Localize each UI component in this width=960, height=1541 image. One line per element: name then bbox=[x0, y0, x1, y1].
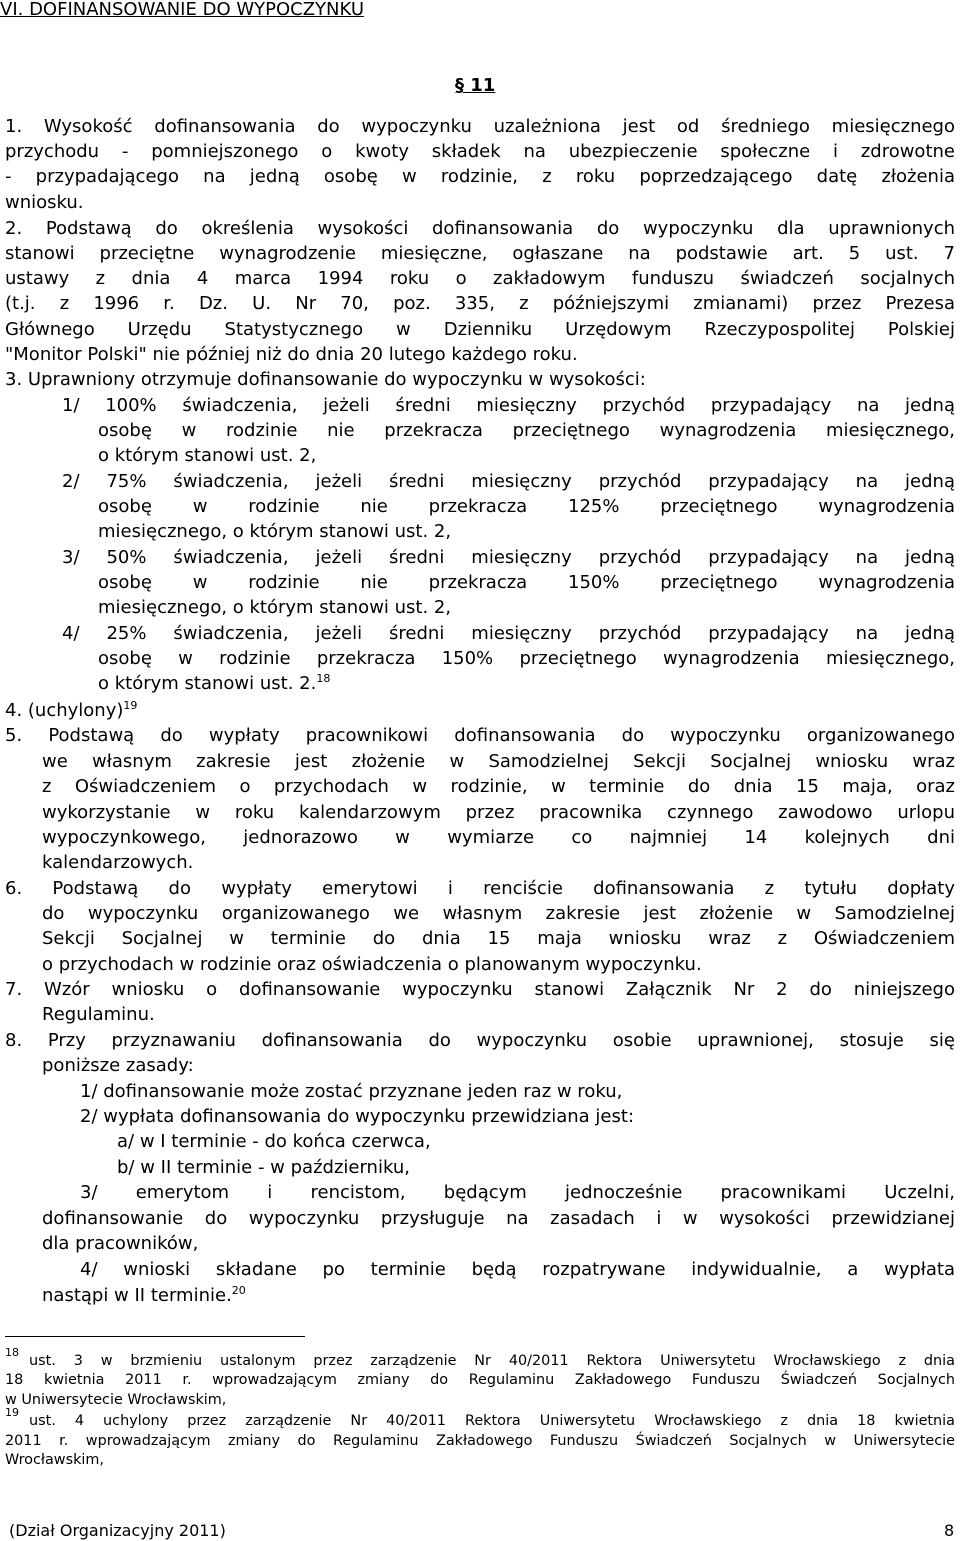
footnote-line: ust. 4 uchylony przez zarządzenie Nr 40/2011 Rektora Uniwersytetu Wrocławskiego z dnia 18 kwietnia bbox=[29, 1413, 955, 1429]
footnote-number-text: 18 bbox=[5, 1346, 19, 1360]
text-line: Sekcji Socjalnej w terminie do dnia 15 maja wniosku wraz z Oświadczeniem bbox=[42, 928, 955, 949]
footnote-line: Wrocławskim, bbox=[5, 1452, 104, 1468]
footnote-number bbox=[5, 1406, 19, 1427]
text-line: we własnym zakresie jest złożenie w Samodzielnej Sekcji Socjalnej wniosku wraz bbox=[42, 751, 955, 772]
text-line: 1/ 100% świadczenia, jeżeli średni miesięczny przychód przypadający na jedną bbox=[62, 395, 955, 416]
text-line: wniosku. bbox=[5, 192, 84, 213]
footnote-number-text: 19 bbox=[5, 1406, 19, 1420]
text-line: a/ w I terminie - do końca czerwca, bbox=[117, 1131, 431, 1152]
text-line: dofinansowanie do wypoczynku przysługuje na zasadach i w wysokości przewidzianej bbox=[42, 1208, 955, 1229]
text-line: "Monitor Polski" nie później niż do dnia 20 lutego każdego roku. bbox=[5, 344, 578, 365]
text-span: 4. (uchylony) bbox=[5, 700, 124, 721]
text-line: osobę w rodzinie nie przekracza 125% przeciętnego wynagrodzenia bbox=[98, 496, 955, 517]
text-line bbox=[98, 671, 330, 697]
text-line: 3. Uprawniony otrzymuje dofinansowanie do wypoczynku w wysokości: bbox=[5, 369, 646, 390]
text-line: przychodu - pomniejszonego o kwoty składek na ubezpieczenie społeczne i zdrowotne bbox=[5, 141, 955, 162]
text-line bbox=[5, 698, 137, 724]
text-line: poniższe zasady: bbox=[42, 1055, 194, 1076]
text-line: dla pracowników, bbox=[42, 1233, 199, 1254]
text-line: 4/ wnioski składane po terminie będą rozpatrywane indywidualnie, a wypłata bbox=[80, 1259, 955, 1280]
text-line: o którym stanowi ust. 2, bbox=[98, 445, 317, 466]
text-line: 5. Podstawą do wypłaty pracownikowi dofinansowania do wypoczynku organizowanego bbox=[5, 725, 955, 746]
text-line: stanowi przeciętne wynagrodzenie miesięczne, ogłaszane na podstawie art. 5 ust. 7 bbox=[5, 243, 955, 264]
text-line: o przychodach w rodzinie oraz oświadczenia o planowanym wypoczynku. bbox=[42, 954, 702, 975]
text-line: miesięcznego, o którym stanowi ust. 2, bbox=[98, 521, 452, 542]
section-heading: VI. DOFINANSOWANIE DO WYPOCZYNKU bbox=[0, 0, 365, 20]
text-line: 3/ emerytom i rencistom, będącym jednocześnie pracownikami Uczelni, bbox=[80, 1182, 955, 1203]
text-line: b/ w II terminie - w październiku, bbox=[117, 1157, 410, 1178]
text-line: osobę w rodzinie nie przekracza 150% przeciętnego wynagrodzenia bbox=[98, 572, 955, 593]
footnote-ref: 19 bbox=[123, 699, 138, 712]
text-span: o którym stanowi ust. 2. bbox=[98, 673, 317, 694]
text-line: 7. Wzór wniosku o dofinansowanie wypoczynku stanowi Załącznik Nr 2 do niniejszego bbox=[5, 979, 955, 1000]
text-line: 8. Przy przyznawaniu dofinansowania do wypoczynku osobie uprawnionej, stosuje się bbox=[5, 1030, 955, 1051]
text-line: 3/ 50% świadczenia, jeżeli średni miesięczny przychód przypadający na jedną bbox=[62, 547, 955, 568]
text-line: 1/ dofinansowanie może zostać przyznane jeden raz w roku, bbox=[80, 1081, 623, 1102]
text-line: 1. Wysokość dofinansowania do wypoczynku uzależniona jest od średniego miesięcznego bbox=[5, 116, 955, 137]
text-line: 2. Podstawą do określenia wysokości dofinansowania do wypoczynku dla uprawnionych bbox=[5, 218, 955, 239]
page-number: 8 bbox=[944, 1521, 955, 1540]
footnote-ref: 18 bbox=[316, 672, 331, 685]
paragraph-mark: § 11 bbox=[455, 75, 496, 96]
footer-left: (Dział Organizacyjny 2011) bbox=[9, 1521, 226, 1540]
footnote-ref: 20 bbox=[231, 1284, 246, 1297]
text-line: Regulaminu. bbox=[42, 1004, 155, 1025]
text-line: 2/ wypłata dofinansowania do wypoczynku przewidziana jest: bbox=[80, 1106, 635, 1127]
text-line: wykorzystanie w roku kalendarzowym przez pracownika czynnego zawodowo urlopu bbox=[42, 802, 955, 823]
footnote-number bbox=[5, 1346, 19, 1367]
text-line: do wypoczynku organizowanego we własnym zakresie jest złożenie w Samodzielnej bbox=[42, 903, 955, 924]
footnote-line: w Uniwersytecie Wrocławskim, bbox=[5, 1392, 227, 1408]
text-line: 6. Podstawą do wypłaty emerytowi i renciście dofinansowania z tytułu dopłaty bbox=[5, 878, 955, 899]
text-line: wypoczynkowego, jednorazowo w wymiarze co najmniej 14 kolejnych dni bbox=[42, 827, 955, 848]
text-line: (t.j. z 1996 r. Dz. U. Nr 70, poz. 335, z późniejszymi zmianami) przez Prezesa bbox=[5, 293, 955, 314]
footnote-separator bbox=[5, 1336, 305, 1337]
text-line: ustawy z dnia 4 marca 1994 roku o zakładowym funduszu świadczeń socjalnych bbox=[5, 268, 955, 289]
text-line bbox=[42, 1283, 246, 1309]
text-span: nastąpi w II terminie. bbox=[42, 1285, 232, 1306]
text-line: z Oświadczeniem o przychodach w rodzinie, w terminie do dnia 15 maja, oraz bbox=[42, 776, 955, 797]
text-line: osobę w rodzinie nie przekracza przeciętnego wynagrodzenia miesięcznego, bbox=[98, 420, 955, 441]
text-line: miesięcznego, o którym stanowi ust. 2, bbox=[98, 597, 452, 618]
text-line: kalendarzowych. bbox=[42, 852, 194, 873]
text-line: Głównego Urzędu Statystycznego w Dzienniku Urzędowym Rzeczypospolitej Polskiej bbox=[5, 319, 955, 340]
text-line: 2/ 75% świadczenia, jeżeli średni miesięczny przychód przypadający na jedną bbox=[62, 471, 955, 492]
footnote-line: 2011 r. wprowadzającym zmiany do Regulaminu Zakładowego Funduszu Świadczeń Socjalnych w Uniwersytecie bbox=[5, 1433, 955, 1449]
footnote-line: ust. 3 w brzmieniu ustalonym przez zarządzenie Nr 40/2011 Rektora Uniwersytetu Wrocławskiego z dnia bbox=[29, 1353, 955, 1369]
footnote-line: 18 kwietnia 2011 r. wprowadzającym zmiany do Regulaminu Zakładowego Funduszu Świadczeń Socjalnych bbox=[5, 1372, 955, 1388]
text-line: - przypadającego na jedną osobę w rodzinie, z roku poprzedzającego datę złożenia bbox=[5, 166, 955, 187]
text-line: 4/ 25% świadczenia, jeżeli średni miesięczny przychód przypadający na jedną bbox=[62, 623, 955, 644]
text-line: osobę w rodzinie przekracza 150% przeciętnego wynagrodzenia miesięcznego, bbox=[98, 648, 955, 669]
